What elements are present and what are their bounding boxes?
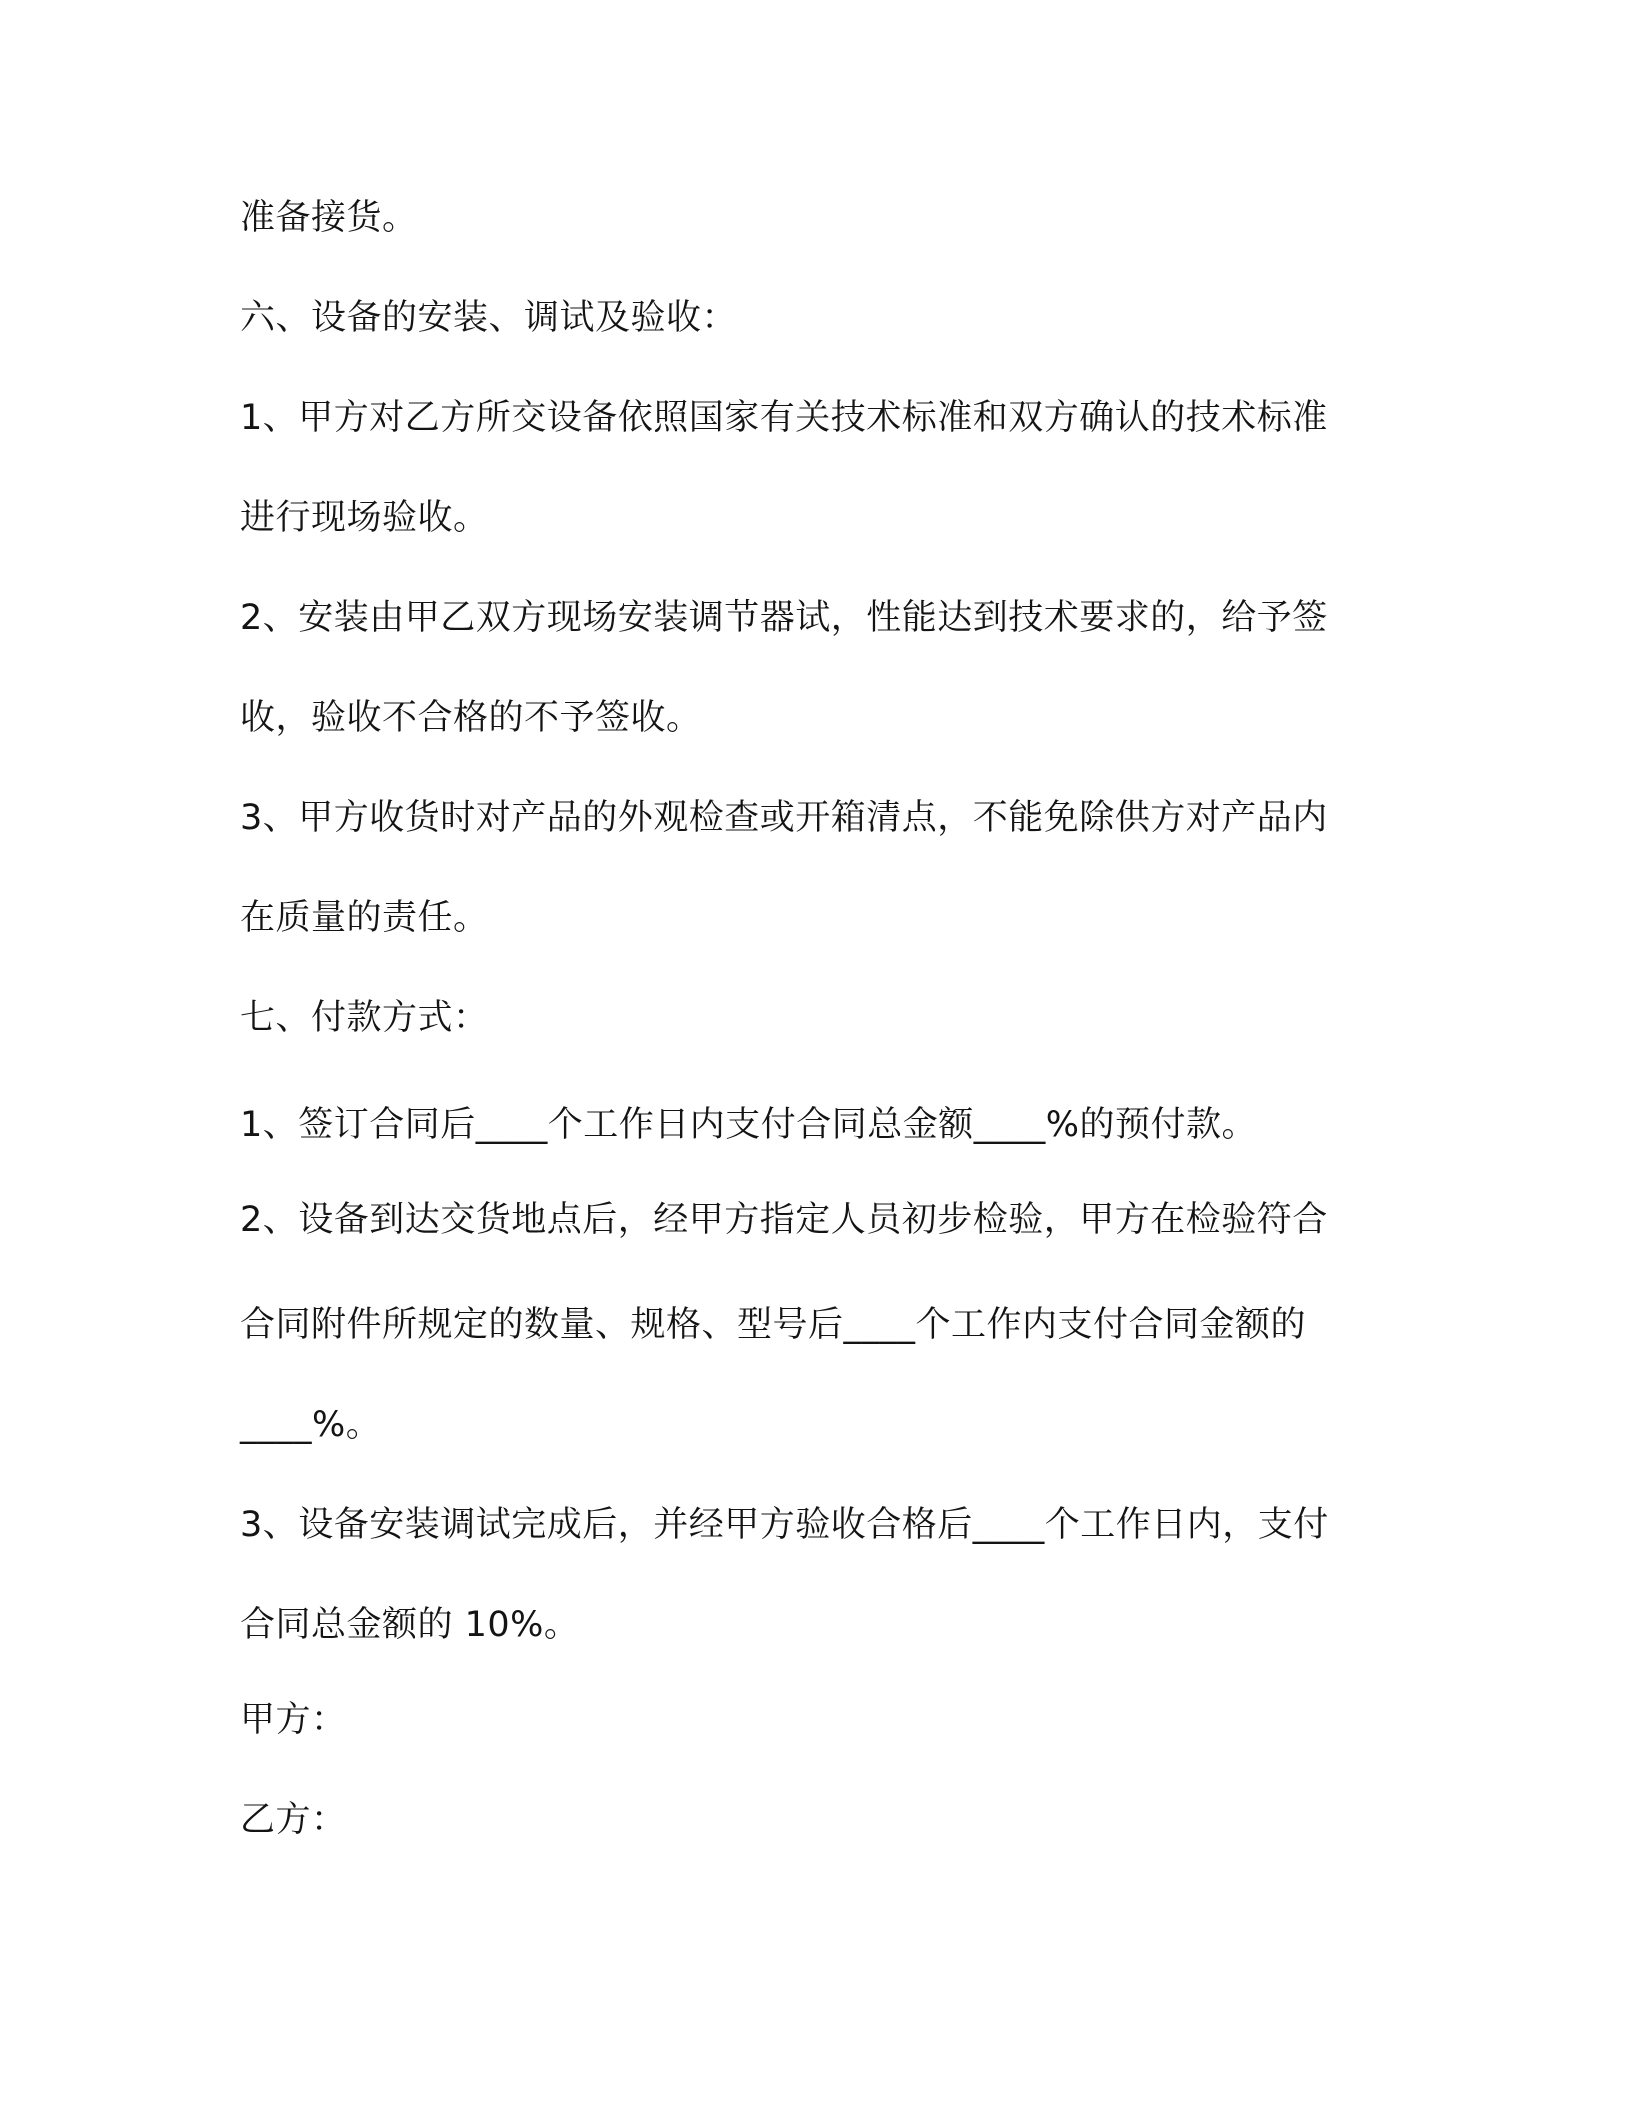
clause-7-2-line-3: ____%。 — [240, 1405, 382, 1445]
clause-6-3-line-1: 3、甲方收货时对产品的外观检查或开箱清点，不能免除供方对产品内 — [240, 798, 1328, 838]
text-line-receive-goods: 准备接货。 — [240, 198, 418, 238]
section-heading-installation: 六、设备的安装、调试及验收： — [240, 298, 738, 338]
clause-7-2-line-2: 合同附件所规定的数量、规格、型号后____个工作内支付合同金额的 — [240, 1305, 1307, 1345]
signature-party-a: 甲方： — [240, 1700, 347, 1740]
clause-6-2-line-2: 收，验收不合格的不予签收。 — [240, 698, 702, 738]
clause-6-2-line-1: 2、安装由甲乙双方现场安装调节器试，性能达到技术要求的，给予签 — [240, 598, 1328, 638]
clause-6-1-line-2: 进行现场验收。 — [240, 498, 489, 538]
signature-party-b: 乙方： — [240, 1800, 347, 1840]
clause-6-3-line-2: 在质量的责任。 — [240, 898, 489, 938]
clause-7-3-line-1: 3、设备安装调试完成后，并经甲方验收合格后____个工作日内，支付 — [240, 1505, 1329, 1545]
clause-7-3-line-2: 合同总金额的 10%。 — [240, 1605, 580, 1645]
clause-7-1: 1、签订合同后____个工作日内支付合同总金额____%的预付款。 — [240, 1105, 1258, 1145]
clause-6-1-line-1: 1、甲方对乙方所交设备依照国家有关技术标准和双方确认的技术标准 — [240, 398, 1328, 438]
section-heading-payment: 七、付款方式： — [240, 998, 489, 1038]
clause-7-2-line-1: 2、设备到达交货地点后，经甲方指定人员初步检验，甲方在检验符合 — [240, 1200, 1328, 1240]
